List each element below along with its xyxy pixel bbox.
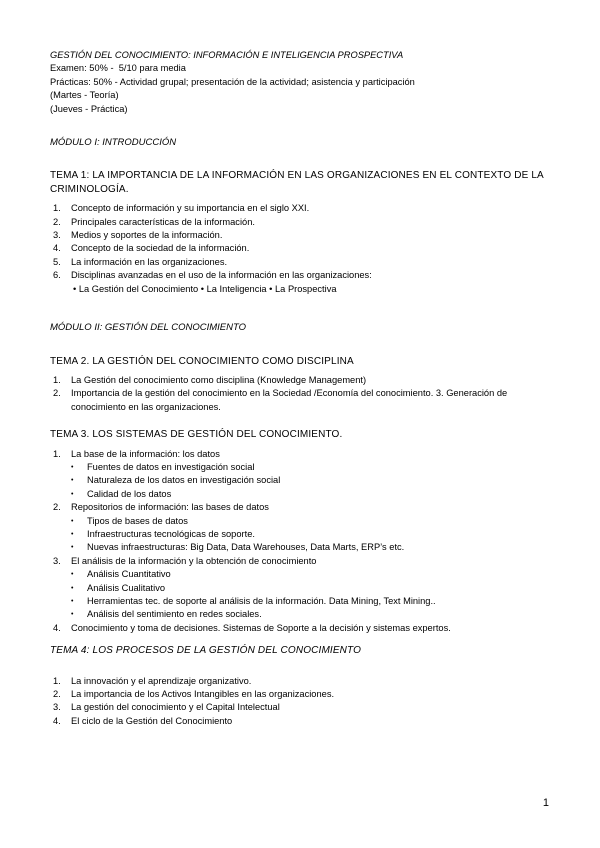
course-title: GESTIÓN DEL CONOCIMIENTO: INFORMACIÓN E INTELIGENCIA PROSPECTIVA	[50, 50, 404, 60]
list-item: 4. El ciclo de la Gestión del Conocimiento	[53, 715, 233, 726]
list-item: 3. La gestión del conocimiento y el Capital Intelectual	[53, 702, 280, 713]
module-1-title: MÓDULO I: INTRODUCCIÓN	[50, 137, 177, 149]
bullet-item: • Nuevas infraestructuras: Big Data, Data Warehouses, Data Marts, ERP’s etc.	[71, 541, 555, 554]
bullet-item: • Calidad de los datos	[71, 488, 555, 501]
tema-4-list	[50, 675, 555, 729]
list-item: 3. El análisis de la información y la obtención de conocimiento • Análisis Cuantitativo • Análisis Cualitativo • Herramientas tec. de soporte al análisis de la información. Data Mining, Text Mining.. • Análisis del sentimiento en redes sociales.	[50, 555, 555, 622]
bullet-item: • Infraestructuras tecnológicas de soporte.	[71, 528, 555, 541]
list-item: 1. La Gestión del conocimiento como disciplina (Knowledge Management)	[53, 374, 367, 385]
tema-1-list	[50, 202, 555, 296]
disciplines-subline: • La Gestión del Conocimiento • La Inteligencia • La Prospectiva	[73, 283, 337, 294]
tema-4-title: TEMA 4: LOS PROCESOS DE LA GESTIÓN DEL CONOCIMIENTO	[50, 645, 362, 657]
bullet-item: • Fuentes de datos en investigación social	[71, 461, 555, 474]
tema-3-item-1-sublist	[71, 461, 555, 501]
bullet-item: • Herramientas tec. de soporte al análisis de la información. Data Mining, Text Mining..	[71, 595, 555, 608]
list-item: 1. La base de la información: los datos • Fuentes de datos en investigación social • Naturaleza de los datos en investigación social • Calidad de los datos	[50, 448, 555, 502]
tema-3-item-2-sublist	[71, 515, 555, 555]
tuesday-schedule: (Martes - Teoría)	[50, 90, 119, 101]
bullet-item: • Naturaleza de los datos en investigación social	[71, 474, 555, 487]
module-2-title: MÓDULO II: GESTIÓN DEL CONOCIMIENTO	[50, 322, 247, 334]
tema-2-list	[50, 374, 555, 414]
list-item: 4. Conocimiento y toma de decisiones. Sistemas de Soporte a la decisión y sistemas expertos.	[53, 622, 451, 633]
list-item: 3. Medios y soportes de la información.	[53, 230, 223, 241]
list-item: 6. Disciplinas avanzadas en el uso de la información en las organizaciones: • La Gestión del Conocimiento • La Inteligencia • La Prospectiva	[50, 269, 555, 296]
list-item: 2. La importancia de los Activos Intangibles en las organizaciones.	[53, 689, 335, 700]
tema-3-title: TEMA 3. LOS SISTEMAS DE GESTIÓN DEL CONOCIMIENTO.	[50, 429, 343, 441]
exam-weight: Examen: 50% - 5/10 para media	[50, 63, 186, 74]
tema-3-item-3-sublist	[71, 568, 555, 622]
page-number: 1	[542, 797, 549, 809]
list-item: 2. Importancia de la gestión del conocimiento en la Sociedad /Economía del conocimiento. 3. Generación de conocimiento en las organizaciones.	[53, 388, 508, 412]
practice-weight: Prácticas: 50% - Actividad grupal; presentación de la actividad; asistencia y participación	[50, 76, 415, 87]
tema-1-title: TEMA 1: LA IMPORTANCIA DE LA INFORMACIÓN EN LAS ORGANIZACIONES EN EL CONTEXTO DE LA CRIMINOLOGÍA.	[50, 170, 547, 195]
tema-3-list	[50, 448, 555, 636]
thursday-schedule: (Jueves - Práctica)	[50, 103, 128, 114]
list-item: 1. La innovación y el aprendizaje organizativo.	[53, 675, 252, 686]
bullet-item: • Análisis Cualitativo	[71, 582, 555, 595]
bullet-item: • Tipos de bases de datos	[71, 515, 555, 528]
bullet-item: • Análisis del sentimiento en redes sociales.	[71, 608, 555, 621]
bullet-item: • Análisis Cuantitativo	[71, 568, 555, 581]
list-item: 4. Concepto de la sociedad de la información.	[53, 243, 250, 254]
document-page	[50, 49, 555, 728]
list-item: 5. La información en las organizaciones.	[53, 256, 228, 267]
list-item: 1. Concepto de información y su importancia en el siglo XXI.	[53, 203, 310, 214]
list-item: 2. Principales características de la información.	[53, 216, 255, 227]
list-item: 2. Repositorios de información: las bases de datos • Tipos de bases de datos • Infraestructuras tecnológicas de soporte. • Nuevas infraestructuras: Big Data, Data Warehouses, Data Marts, ERP’s etc.	[50, 501, 555, 555]
tema-2-title: TEMA 2. LA GESTIÓN DEL CONOCIMIENTO COMO DISCIPLINA	[50, 355, 354, 367]
